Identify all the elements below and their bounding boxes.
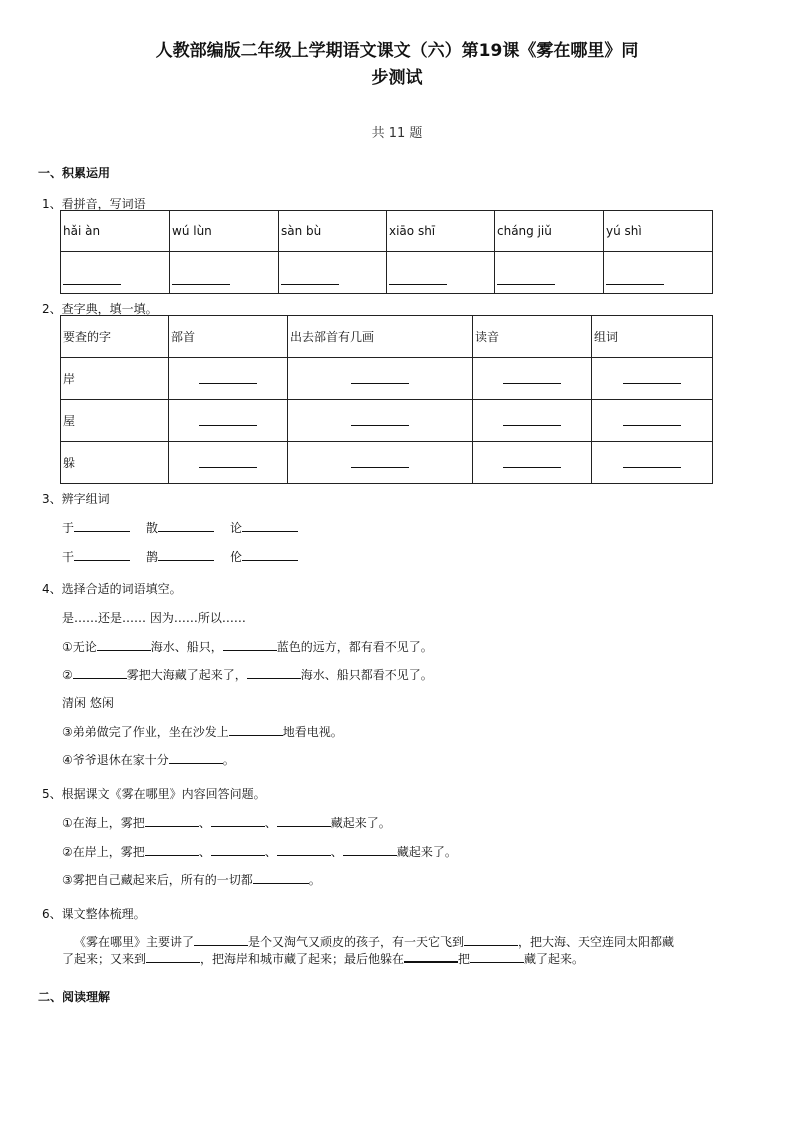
answer-blank[interactable]: [470, 950, 524, 963]
answer-blank[interactable]: [351, 413, 409, 426]
question-4-title: 4、选择合适的词语填空。: [42, 582, 182, 596]
sentence-text: 蓝色的远方，都有看不见了。: [276, 640, 433, 654]
answer-blank[interactable]: [503, 413, 561, 426]
title-line-1: 人教部编版二年级上学期语文课文（六）第19课《雾在哪里》同: [155, 41, 639, 61]
column-header: 出去部首有几画: [288, 316, 473, 358]
character-label: 伦: [230, 550, 243, 564]
pinyin-cell: yú shì: [604, 211, 713, 252]
word-group-row: [62, 519, 298, 536]
dictionary-table: [60, 315, 713, 484]
separator: 、: [198, 845, 211, 859]
answer-cell[interactable]: [288, 442, 473, 484]
summary-line-1: [74, 933, 674, 950]
answer-cell[interactable]: [592, 358, 713, 400]
column-header: 组词: [592, 316, 713, 358]
word-choices: 清闲 悠闲: [62, 696, 114, 710]
answer-blank[interactable]: [211, 843, 265, 856]
answer-cell[interactable]: [495, 252, 604, 294]
summary-line-2: [62, 949, 584, 967]
answer-blank[interactable]: [74, 548, 130, 561]
separator: 、: [264, 816, 277, 830]
answer-cell[interactable]: [169, 400, 288, 442]
pinyin-cell: xiāo shī: [387, 211, 495, 252]
sentence-text: 藏了起来。: [524, 952, 585, 966]
sentence-text: ①无论: [62, 640, 97, 654]
answer-blank[interactable]: [145, 843, 199, 856]
answer-blank[interactable]: [606, 272, 664, 285]
answer-sentence-2: [62, 843, 457, 860]
answer-blank[interactable]: [158, 519, 214, 532]
answer-blank[interactable]: [623, 455, 681, 468]
sentence-text: 地看电视。: [282, 725, 343, 739]
column-header: 部首: [169, 316, 288, 358]
answer-cell[interactable]: [592, 442, 713, 484]
answer-blank[interactable]: [97, 638, 151, 651]
answer-blank[interactable]: [229, 723, 283, 736]
separator: 、: [264, 845, 277, 859]
answer-cell[interactable]: [473, 358, 592, 400]
fill-sentence-1: [62, 638, 433, 655]
answer-blank[interactable]: [351, 371, 409, 384]
character-label: 散: [146, 521, 159, 535]
answer-blank[interactable]: [343, 843, 397, 856]
sentence-text: ，把大海、天空连同太阳都藏: [518, 935, 675, 949]
answer-blank[interactable]: [211, 814, 265, 827]
sentence-text: 藏起来了。: [396, 845, 457, 859]
sentence-text: ④爷爷退休在家十分: [62, 753, 169, 767]
sentence-text: 藏起来了。: [330, 816, 391, 830]
answer-blank[interactable]: [503, 455, 561, 468]
sentence-text: 。: [222, 753, 235, 767]
answer-cell[interactable]: [169, 358, 288, 400]
sentence-text: 海水、船只，: [150, 640, 223, 654]
answer-blank[interactable]: [146, 950, 200, 963]
answer-blank[interactable]: [63, 272, 121, 285]
sentence-text: 把: [458, 952, 471, 966]
answer-blank[interactable]: [158, 548, 214, 561]
separator: 、: [330, 845, 343, 859]
answer-blank[interactable]: [623, 413, 681, 426]
answer-cell[interactable]: [592, 400, 713, 442]
sentence-text: 是个又淘气又顽皮的孩子，有一天它飞到: [248, 935, 465, 949]
answer-blank[interactable]: [242, 519, 298, 532]
answer-blank[interactable]: [351, 455, 409, 468]
fill-sentence-2: [62, 666, 433, 683]
question-1-title: 1、看拼音，写词语: [42, 197, 146, 211]
question-6-title: 6、课文整体梳理。: [42, 907, 146, 921]
sentence-text: ，把海岸和城市藏了起来；最后他躲在: [200, 952, 405, 966]
answer-sentence-3: [62, 871, 321, 888]
question-2-title: 2、查字典，填一填。: [42, 302, 158, 316]
separator: 、: [198, 816, 211, 830]
page-title: [100, 38, 694, 92]
character-label: 于: [62, 521, 75, 535]
sentence-text: ③弟弟做完了作业，坐在沙发上: [62, 725, 229, 739]
fill-sentence-3: [62, 723, 343, 740]
pinyin-cell: cháng jiǔ: [495, 211, 604, 252]
answer-blank[interactable]: [199, 455, 257, 468]
answer-cell[interactable]: [170, 252, 279, 294]
question-5-title: 5、根据课文《雾在哪里》内容回答问题。: [42, 787, 266, 801]
title-line-2: 步测试: [371, 68, 423, 88]
section-heading-2: 二、阅读理解: [38, 990, 111, 1004]
answer-blank[interactable]: [242, 548, 298, 561]
character-cell: 躲: [61, 442, 169, 484]
answer-blank[interactable]: [73, 666, 127, 679]
answer-blank[interactable]: [404, 949, 458, 963]
column-header: 读音: [473, 316, 592, 358]
answer-blank[interactable]: [277, 843, 331, 856]
character-label: 鹊: [146, 550, 159, 564]
answer-blank[interactable]: [169, 751, 223, 764]
sentence-text: 雾把大海藏了起来了，: [126, 668, 247, 682]
sentence-text: 。: [308, 873, 321, 887]
answer-blank[interactable]: [199, 371, 257, 384]
answer-cell[interactable]: [473, 400, 592, 442]
answer-cell[interactable]: [169, 442, 288, 484]
answer-blank[interactable]: [74, 519, 130, 532]
answer-blank[interactable]: [389, 272, 447, 285]
answer-blank[interactable]: [623, 371, 681, 384]
answer-blank[interactable]: [199, 413, 257, 426]
answer-blank[interactable]: [464, 933, 518, 946]
pinyin-cell: wú lùn: [170, 211, 279, 252]
answer-cell[interactable]: [61, 252, 170, 294]
answer-blank[interactable]: [497, 272, 555, 285]
column-header: 要查的字: [61, 316, 169, 358]
answer-blank[interactable]: [281, 272, 339, 285]
sentence-text: ①在海上，雾把: [62, 816, 145, 830]
answer-blank[interactable]: [172, 272, 230, 285]
answer-cell[interactable]: [288, 400, 473, 442]
answer-blank[interactable]: [223, 638, 277, 651]
question-3-title: 3、辨字组词: [42, 492, 110, 506]
answer-blank[interactable]: [253, 871, 309, 884]
answer-blank[interactable]: [145, 814, 199, 827]
answer-cell[interactable]: [604, 252, 713, 294]
word-choices: 是……还是…… 因为……所以……: [62, 611, 246, 625]
answer-cell[interactable]: [473, 442, 592, 484]
answer-blank[interactable]: [247, 666, 301, 679]
answer-blank[interactable]: [194, 933, 248, 946]
answer-cell[interactable]: [279, 252, 387, 294]
answer-blank[interactable]: [277, 814, 331, 827]
sentence-text: ②在岸上，雾把: [62, 845, 145, 859]
pinyin-table: [60, 210, 713, 294]
answer-sentence-1: [62, 814, 391, 831]
answer-cell[interactable]: [387, 252, 495, 294]
word-group-row: [62, 548, 298, 565]
pinyin-cell: sàn bù: [279, 211, 387, 252]
fill-sentence-4: [62, 751, 235, 768]
question-count: 共 11 题: [371, 126, 423, 141]
sentence-text: ②: [62, 668, 73, 682]
character-label: 论: [230, 521, 243, 535]
sentence-text: 海水、船只都看不见了。: [300, 668, 433, 682]
character-cell: 屋: [61, 400, 169, 442]
sentence-text: ③雾把自己藏起来后，所有的一切都: [62, 873, 253, 887]
answer-blank[interactable]: [503, 371, 561, 384]
character-label: 干: [62, 550, 75, 564]
sentence-text: 了起来；又来到: [62, 952, 147, 966]
sentence-text: 《雾在哪里》主要讲了: [74, 935, 195, 949]
answer-cell[interactable]: [288, 358, 473, 400]
pinyin-cell: hǎi àn: [61, 211, 170, 252]
section-heading-1: 一、积累运用: [38, 166, 111, 180]
character-cell: 岸: [61, 358, 169, 400]
